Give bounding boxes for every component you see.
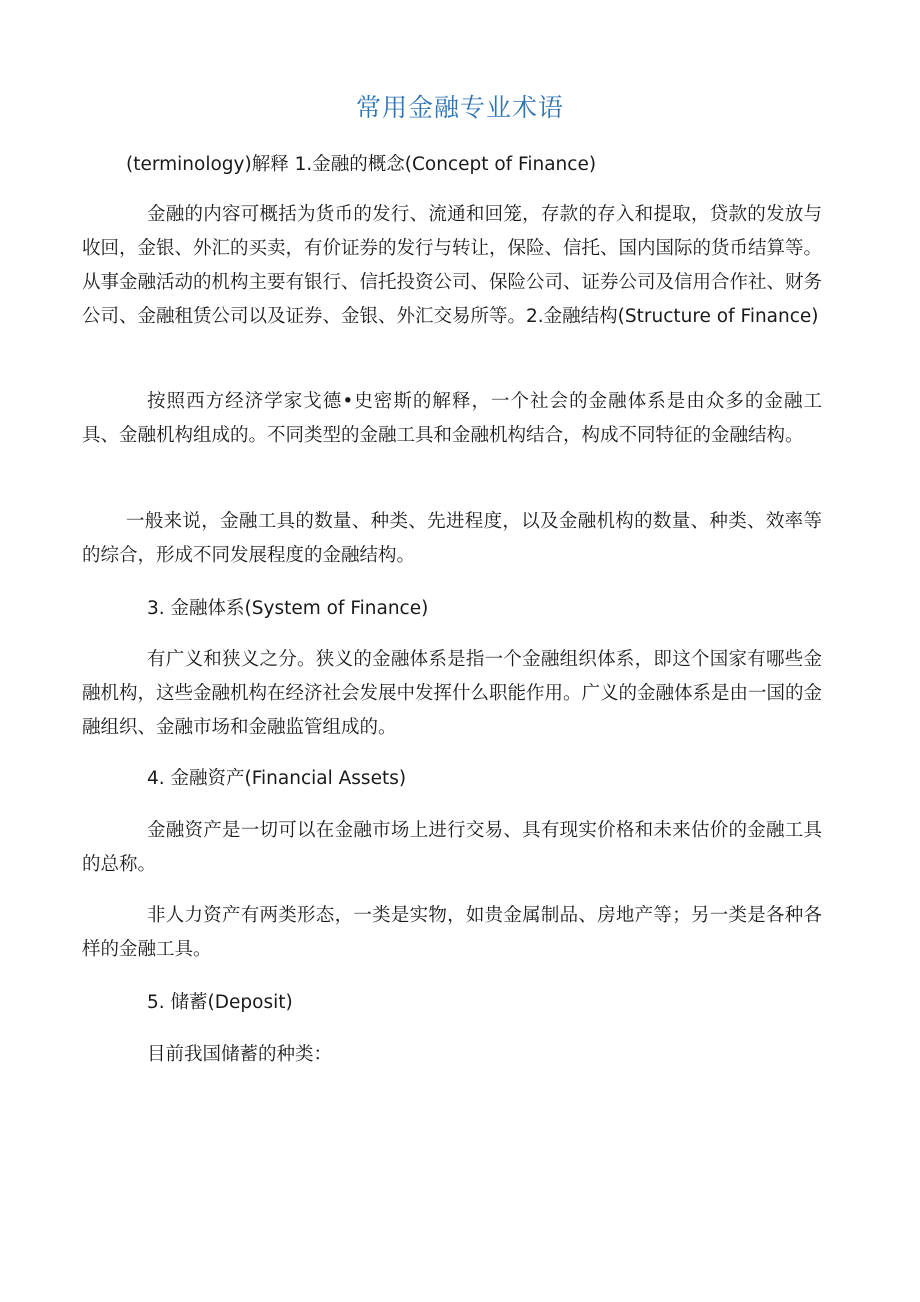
heading-financial-assets: 4. 金融资产(Financial Assets) bbox=[147, 768, 407, 789]
paragraph-finance-system: 有广义和狭义之分。狭义的金融体系是指一个金融组织体系，即这个国家有哪些金融机构，这些金融机构在经济社会发展中发挥什么职能作用。广义的金融体系是由一国的金融组织、金融市场和金融监管组成的。 bbox=[82, 649, 823, 738]
heading-deposit: 5. 储蓄(Deposit) bbox=[147, 992, 293, 1013]
paragraph-non-human-assets: 非人力资产有两类形态，一类是实物，如贵金属制品、房地产等；另一类是各种各样的金融工具。 bbox=[82, 905, 822, 960]
paragraph-finance-structure: 按照西方经济学家戈德•史密斯的解释，一个社会的金融体系是由众多的金融工具、金融机构组成的。不同类型的金融工具和金融机构结合，构成不同特征的金融结构。 bbox=[82, 391, 822, 446]
paragraph-financial-assets: 金融资产是一切可以在金融市场上进行交易、具有现实价格和未来估价的金融工具的总称。 bbox=[82, 820, 822, 875]
document-title: 常用金融专业术语 bbox=[355, 93, 564, 122]
paragraph-finance-concept: 金融的内容可概括为货币的发行、流通和回笼，存款的存入和提取，贷款的发放与收回，金银、外汇的买卖，有价证券的发行与转让，保险、信托、国内国际的货币结算等。从事金融活动的机构主要有银行、信托投资公司、保险公司、证券公司及信用合作社、财务公司、金融租赁公司以及证券、金银、外汇交易所等。2.金融结构(Structure of Finance) bbox=[82, 204, 823, 327]
paragraph-terminology-intro: (terminology)解释 1.金融的概念(Concept of Finance) bbox=[126, 154, 597, 175]
heading-finance-system: 3. 金融体系(System of Finance) bbox=[147, 598, 429, 619]
paragraph-deposit-types: 目前我国储蓄的种类： bbox=[147, 1044, 333, 1065]
paragraph-general: 一般来说，金融工具的数量、种类、先进程度，以及金融机构的数量、种类、效率等的综合，形成不同发展程度的金融结构。 bbox=[82, 511, 822, 566]
